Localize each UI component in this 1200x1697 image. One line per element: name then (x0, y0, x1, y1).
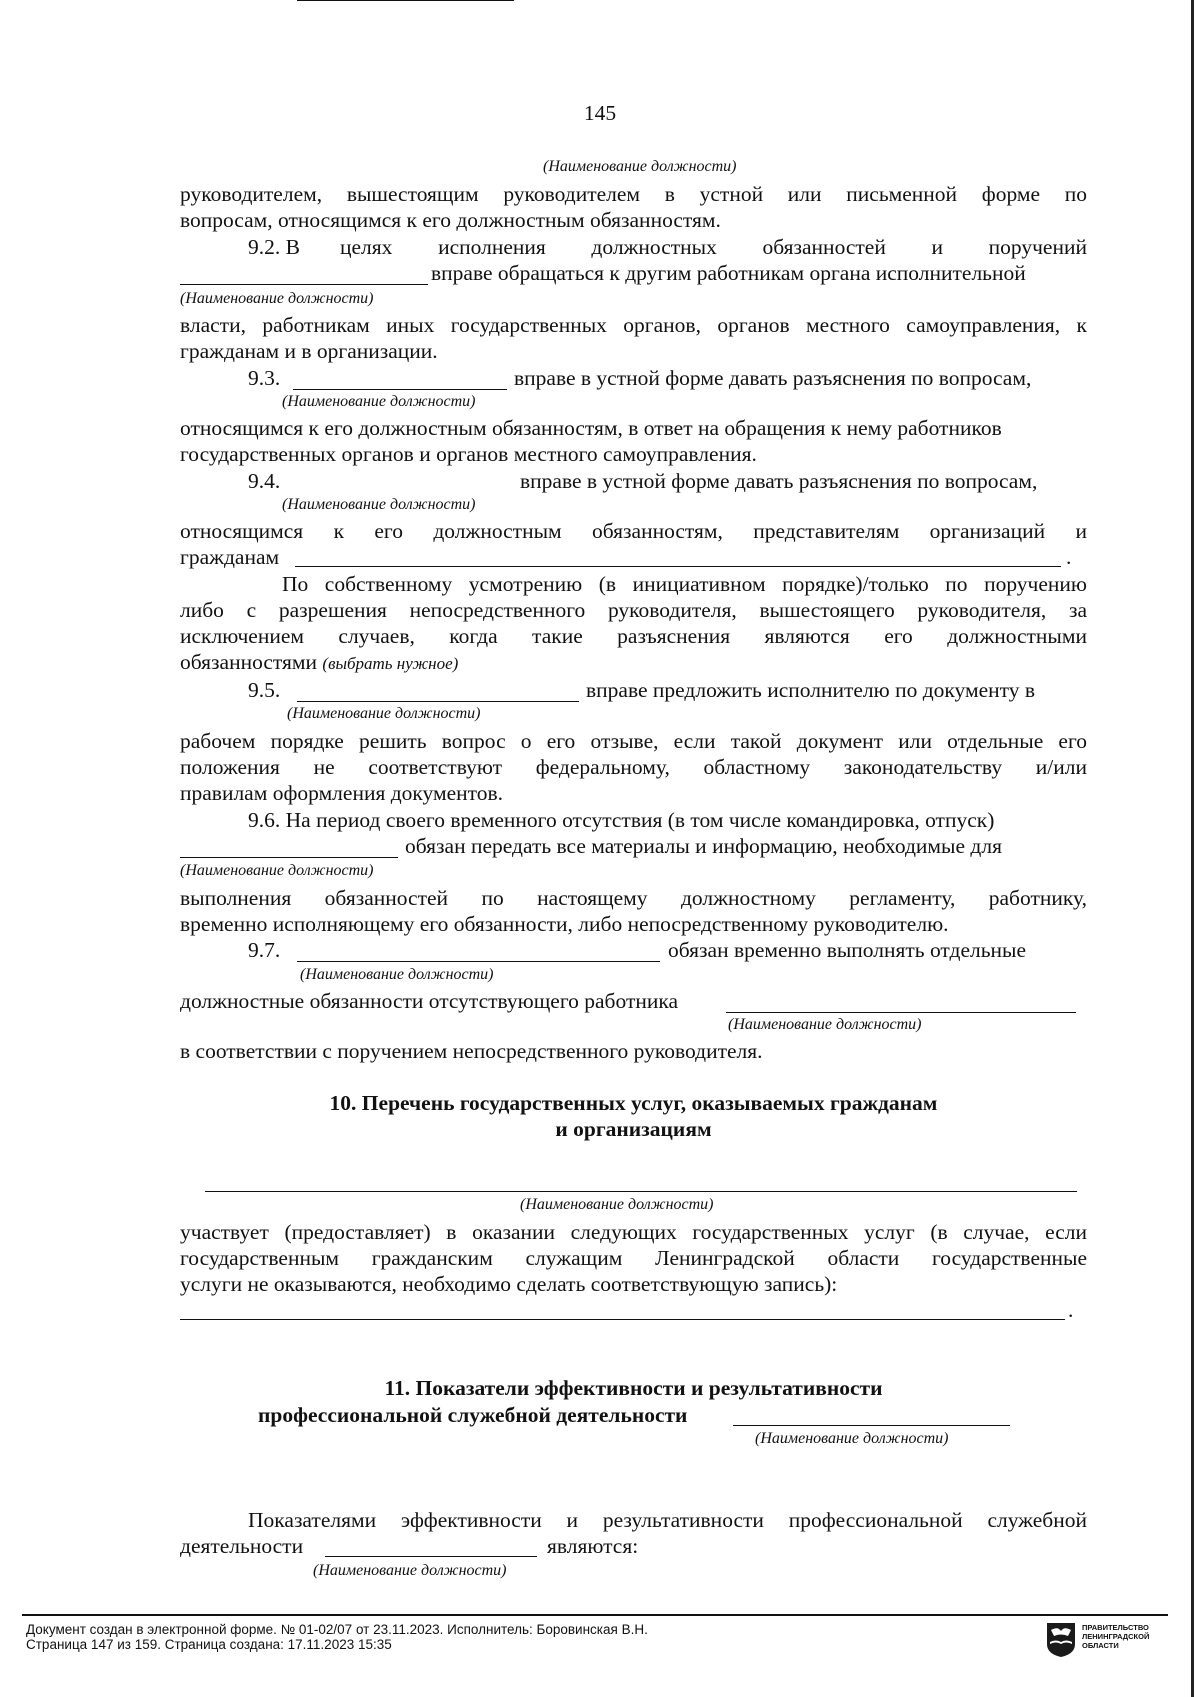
paragraph-line: власти, работникам иных государственных органов, органов местного самоуправления, к (180, 313, 1087, 337)
position-caption: (Наименование должности) (287, 705, 481, 722)
paragraph-line: вправе обращаться к другим работникам органа исполнительной (431, 261, 1026, 285)
paragraph-line: Показателями эффективности и результативности профессиональной служебной (248, 1508, 1087, 1532)
blank-line (180, 284, 428, 285)
item-number-9-5: 9.5. (248, 678, 281, 702)
blank-line (180, 857, 398, 858)
paragraph-line: деятельности (180, 1534, 304, 1558)
paragraph-line: выполнения обязанностей по настоящему должностному регламенту, работнику, (180, 886, 1087, 910)
government-logo-text (1082, 1623, 1149, 1650)
page-edge (1191, 0, 1194, 1697)
paragraph-line: государственных органов и органов местного самоуправления. (180, 442, 757, 466)
paragraph-line: обязан передать все материалы и информацию, необходимые для (405, 834, 1002, 858)
position-caption: (Наименование должности) (300, 966, 494, 983)
paragraph-line: вправе в устной форме давать разъяснения по вопросам, (520, 469, 1038, 493)
coat-of-arms-icon (1046, 1622, 1076, 1658)
paragraph-line: участвует (предоставляет) в оказании следующих государственных услуг (в случае, если (180, 1220, 1087, 1244)
paragraph-line: руководителем, вышестоящим руководителем в устной или письменной форме по (180, 182, 1087, 206)
blank-line (297, 0, 514, 1)
footer-doc-info: Документ создан в электронной форме. № 01-02/07 от 23.11.2023. Исполнитель: Боровинская В.Н. (26, 1622, 648, 1637)
paragraph-line: гражданам (180, 545, 280, 569)
position-caption: (Наименование должности) (180, 290, 374, 307)
item-number-9-7: 9.7. (248, 938, 281, 962)
item-number-9-2: 9.2. В (248, 235, 300, 259)
position-caption: (Наименование должности) (313, 1562, 507, 1579)
paragraph-line: гражданам и в организации. (180, 339, 438, 363)
section-11-title: профессиональной служебной деятельности (258, 1403, 688, 1427)
position-caption: (Наименование должности) (728, 1016, 922, 1033)
paragraph-line: являются: (547, 1534, 639, 1558)
choose-note: (выбрать нужное) (322, 654, 459, 673)
position-caption: (Наименование должности) (520, 1196, 714, 1213)
paragraph-line: относящимся к его должностным обязанностям, в ответ на обращения к нему работников (180, 416, 1002, 440)
position-caption: (Наименование должности) (755, 1430, 949, 1447)
paragraph-text: обязанностями (180, 650, 318, 674)
page-number: 145 (583, 101, 617, 125)
section-11-title: 11. Показатели эффективности и результативности (384, 1376, 883, 1400)
blank-line (733, 1425, 1010, 1426)
blank-line (726, 1012, 1076, 1013)
paragraph-line (180, 649, 458, 677)
paragraph-line: относящимся к его должностным обязанностям, представителям организаций и (180, 519, 1087, 543)
paragraph-line: рабочем порядке решить вопрос о его отзыве, если такой документ или отдельные его (180, 729, 1087, 753)
paragraph-line: должностные обязанности отсутствующего работника (180, 989, 679, 1013)
paragraph-line: 9.6. На период своего временного отсутствия (в том числе командировка, отпуск) (248, 808, 995, 832)
paragraph-line: вправе предложить исполнителю по документу в (586, 678, 1036, 702)
paragraph-line: По собственному усмотрению (в инициативном порядке)/только по поручению (282, 572, 1087, 596)
paragraph-line: положения не соответствуют федеральному, областному законодательству и/или (180, 755, 1087, 779)
paragraph-line: . (1068, 1298, 1074, 1322)
paragraph-line: . (1066, 545, 1072, 569)
blank-line (325, 1556, 537, 1557)
paragraph-line: целях исполнения должностных обязанностей и поручений (340, 235, 1087, 259)
logo-text-line: ЛЕНИНГРАДСКОЙ (1082, 1632, 1150, 1641)
item-number-9-4: 9.4. (248, 469, 281, 493)
paragraph-line: либо с разрешения непосредственного руководителя, вышестоящего руководителя, за (180, 598, 1087, 622)
blank-line (180, 1319, 1065, 1320)
paragraph-line: государственным гражданским служащим Ленинградской области государственные (180, 1246, 1087, 1270)
paragraph-line: вправе в устной форме давать разъяснения по вопросам, (514, 366, 1032, 390)
section-10-title: 10. Перечень государственных услуг, оказываемых гражданам (329, 1091, 938, 1115)
paragraph-line: услуги не оказываются, необходимо сделать соответствующую запись): (180, 1272, 838, 1296)
item-number-9-3: 9.3. (248, 366, 281, 390)
paragraph-line: обязан временно выполнять отдельные (668, 938, 1027, 962)
blank-line (297, 961, 660, 962)
blank-line (293, 389, 507, 390)
position-caption: (Наименование должности) (282, 496, 476, 513)
position-caption: (Наименование должности) (282, 393, 476, 410)
paragraph-line: временно исполняющему его обязанности, либо непосредственному руководителю. (180, 912, 949, 936)
blank-line (205, 1191, 1077, 1192)
paragraph-line: исключением случаев, когда такие разъяснения являются его должностными (180, 624, 1087, 648)
blank-line (295, 566, 1061, 567)
position-caption: (Наименование должности) (543, 158, 737, 175)
position-caption: (Наименование должности) (180, 862, 374, 879)
section-10-title: и организациям (555, 1117, 712, 1141)
blank-line (297, 701, 579, 702)
paragraph-line: вопросам, относящимся к его должностным обязанностям. (180, 208, 721, 232)
footer-divider (22, 1614, 1168, 1616)
paragraph-line: в соответствии с поручением непосредственного руководителя. (180, 1039, 763, 1063)
logo-text-line: ПРАВИТЕЛЬСТВО (1082, 1623, 1149, 1632)
logo-text-line: ОБЛАСТИ (1082, 1641, 1119, 1650)
government-logo (1046, 1622, 1076, 1658)
footer-page-info: Страница 147 из 159. Страница создана: 17.11.2023 15:35 (26, 1637, 392, 1652)
paragraph-line: правилам оформления документов. (180, 781, 504, 805)
